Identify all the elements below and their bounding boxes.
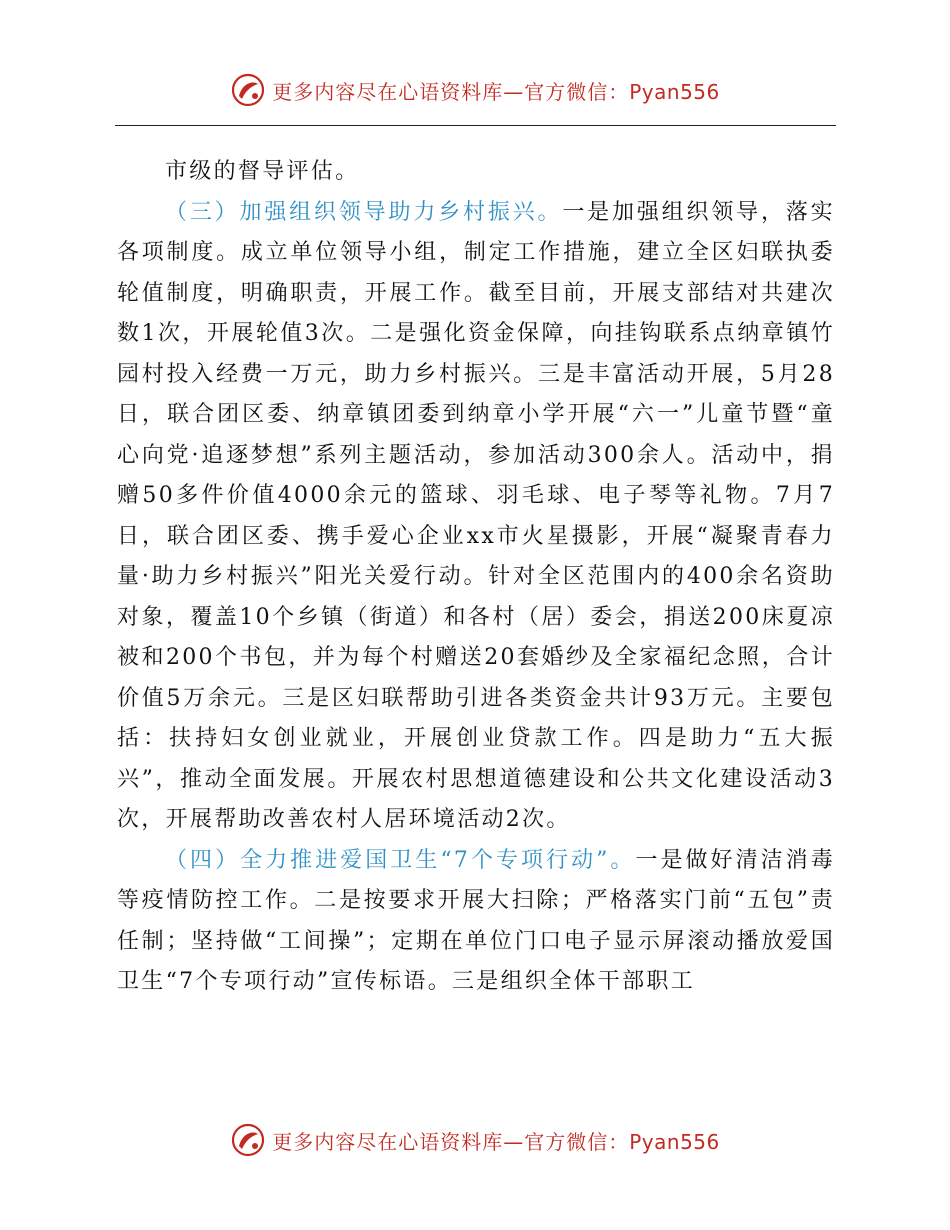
- paragraph-2-text: 一是加强组织领导，落实各项制度。成立单位领导小组，制定工作措施，建立全区妇联执委轮值制度，明确职责，开展工作。截至目前，开展支部结对共建次数1次，开展轮值3次。二是强化资金保障，向挂钩联系点纳章镇竹园村投入经费一万元，助力乡村振兴。三是丰富活动开展，5月28日，联合团区委、纳章镇团委到纳章小学开展“六一”儿童节暨“童心向党·追逐梦想”系列主题活动，参加活动300余人。活动中，捐赠50多件价值4000余元的篮球、羽毛球、电子琴等礼物。7月7日，联合团区委、携手爱心企业xx市火星摄影，开展“凝聚青春力量·助力乡村振兴”阳光关爱行动。针对全区范围内的400余名资助对象，覆盖10个乡镇（街道）和各村（居）委会，捐送200床夏凉被和200个书包，并为每个村赠送20套婚纱及全家福纪念照，合计价值5万余元。三是区妇联帮助引进各类资金共计93万元。主要包括：扶持妇女创业就业，开展创业贷款工作。四是助力“五大振兴”，推动全面发展。开展农村思想道德建设和公共文化建设活动3次，开展帮助改善农村人居环境活动2次。: [117, 199, 835, 832]
- paragraph-3-text: 一是做好清洁消毒等疫情防控工作。二是按要求开展大扫除；严格落实门前“五包”责任制；坚持做“工间操”；定期在单位门口电子显示屏滚动播放爱国卫生“7个专项行动”宣传标语。三是组织全体干部职工: [117, 847, 835, 994]
- paragraph-1: [117, 152, 835, 193]
- section-heading-4: （四）全力推进爱国卫生“7个专项行动”。: [165, 847, 636, 873]
- paragraph-1-text: 市级的督导评估。: [165, 159, 360, 184]
- document-body: [117, 152, 835, 1003]
- paragraph-3: [117, 841, 835, 1003]
- wechat-id: Pyan556: [629, 1129, 720, 1154]
- paragraph-2: [117, 193, 835, 841]
- wechat-id: Pyan556: [629, 79, 720, 104]
- header-divider: [115, 125, 836, 126]
- footer-watermark-text: 更多内容尽在心语资料库—官方微信：Pyan556: [272, 1129, 720, 1154]
- header-watermark-text: 更多内容尽在心语资料库—官方微信：Pyan556: [272, 79, 720, 104]
- header-watermark-banner: [0, 70, 950, 110]
- footer-watermark-banner: [0, 1120, 950, 1160]
- xinyu-logo-icon: [230, 1122, 266, 1158]
- xinyu-logo-icon: [230, 72, 266, 108]
- section-heading-3: （三）加强组织领导助力乡村振兴。: [165, 199, 563, 225]
